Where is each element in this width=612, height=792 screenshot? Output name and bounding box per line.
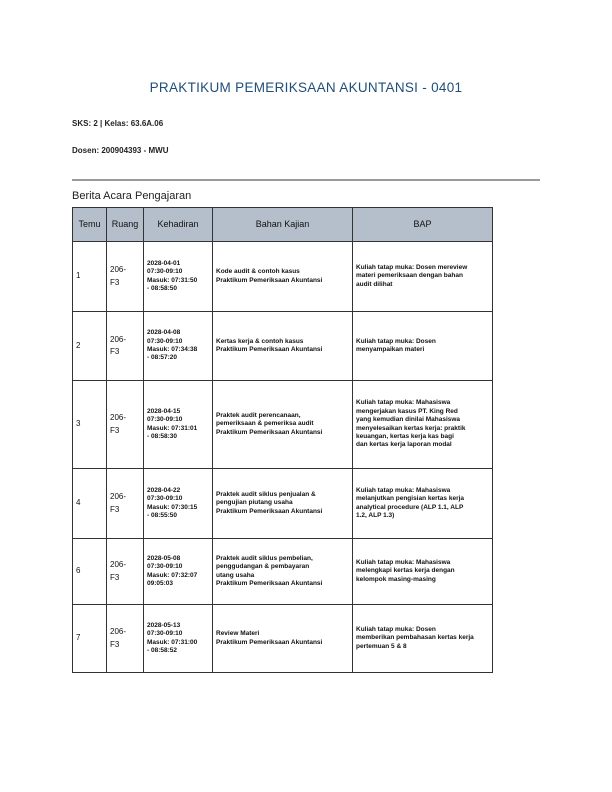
cell-kehadiran-line: 2028-04-08 — [147, 329, 181, 337]
table-row — [73, 242, 493, 312]
teaching-record-table — [72, 207, 493, 673]
cell-kehadiran-line: 07:30-09:10 — [147, 630, 183, 638]
cell-ruang-line: 206- — [110, 265, 127, 275]
cell-ruang — [107, 539, 144, 605]
cell-kehadiran-line: - 08:58:52 — [147, 646, 177, 654]
cell-kehadiran-line: 2028-04-22 — [147, 486, 181, 494]
cell-bahan-kajian-line: Praktikum Pemeriksaan Akuntansi — [216, 638, 323, 646]
cell-kehadiran-line: 09:05:03 — [147, 579, 174, 587]
table-row — [73, 539, 493, 605]
cell-ruang-line: 206- — [110, 627, 127, 637]
cell-bahan-kajian — [213, 242, 353, 312]
cell-bap-line: memberikan pembahasan kertas kerja — [356, 634, 474, 642]
cell-kehadiran-line: - 08:57:20 — [147, 354, 177, 362]
cell-bap-line: yang kemudian dinilai Mahasiswa — [356, 416, 461, 424]
cell-bahan-kajian-line: Praktek audit siklus pembelian, — [216, 554, 313, 562]
cell-bahan-kajian-line: pengujian piutang usaha — [216, 499, 293, 507]
cell-bap-line: kelompok masing-masing — [356, 575, 436, 583]
cell-kehadiran — [144, 469, 213, 539]
table-row — [73, 381, 493, 469]
cell-ruang-line: F3 — [110, 277, 120, 287]
cell-kehadiran-line: 07:30-09:10 — [147, 495, 183, 503]
cell-kehadiran-line: Masuk: 07:32:07 — [147, 571, 198, 579]
cell-kehadiran — [144, 605, 213, 673]
table-row — [73, 605, 493, 673]
cell-bap — [353, 605, 493, 673]
cell-temu: 7 — [73, 605, 107, 673]
cell-kehadiran-line: 07:30-09:10 — [147, 563, 183, 571]
cell-kehadiran-line: - 08:58:30 — [147, 432, 177, 440]
cell-ruang-line: 206- — [110, 560, 127, 570]
table-row — [73, 469, 493, 539]
cell-bahan-kajian-line: Praktikum Pemeriksaan Akuntansi — [216, 507, 323, 515]
cell-bap — [353, 242, 493, 312]
cell-kehadiran-line: 2028-05-13 — [147, 621, 181, 629]
cell-ruang-line: F3 — [110, 347, 120, 356]
cell-bahan-kajian-line: Kertas kerja & contoh kasus — [216, 337, 304, 345]
cell-bap-line: materi pemeriksaan dengan bahan — [356, 272, 463, 280]
cell-bap-line: menyampaikan materi — [356, 346, 425, 353]
sks-class-info: SKS: 2 | Kelas: 63.6A.06 — [72, 119, 164, 128]
cell-bahan-kajian-line: Kode audit & contoh kasus — [216, 268, 300, 276]
cell-bap-line: 1.2, ALP 1.3) — [356, 511, 395, 519]
cell-kehadiran-line: 2028-04-15 — [147, 407, 181, 415]
page-title: PRAKTIKUM PEMERIKSAAN AKUNTANSI - 0401 — [149, 80, 463, 95]
cell-temu: 3 — [73, 381, 107, 469]
section-divider — [72, 179, 540, 181]
cell-bap-line: Kuliah tatap muka: Dosen — [356, 625, 436, 633]
cell-kehadiran-line: Masuk: 07:34:38 — [147, 346, 198, 353]
cell-bap-line: menyelesaikan kertas kerja: praktik — [356, 424, 466, 432]
header-temu: Temu — [73, 208, 107, 242]
cell-bahan-kajian — [213, 312, 353, 381]
cell-ruang — [107, 312, 144, 381]
cell-ruang-line: 206- — [110, 492, 127, 502]
cell-bap-line: Kuliah tatap muka: Mahasiswa — [356, 399, 451, 407]
cell-kehadiran-line: Masuk: 07:31:01 — [147, 424, 198, 432]
cell-kehadiran-line: - 08:58:50 — [147, 284, 177, 292]
header-bahan-kajian: Bahan Kajian — [213, 208, 353, 242]
cell-bap-line: pertemuan 5 & 8 — [356, 642, 407, 650]
cell-bap-line: mengerjakan kasus PT. King Red — [356, 407, 458, 415]
cell-kehadiran-line: 2028-04-01 — [147, 259, 181, 267]
table-header-row — [73, 208, 493, 242]
cell-bap — [353, 312, 493, 381]
cell-ruang-line: F3 — [110, 425, 120, 435]
cell-bap-line: Kuliah tatap muka: Dosen mereview — [356, 263, 468, 271]
cell-bahan-kajian-line: Praktikum Pemeriksaan Akuntansi — [216, 428, 323, 436]
header-bap: BAP — [353, 208, 493, 242]
cell-kehadiran-line: 07:30-09:10 — [147, 416, 183, 424]
cell-kehadiran-line: Masuk: 07:31:50 — [147, 276, 198, 284]
lecturer-info: Dosen: 200904393 - MWU — [72, 146, 169, 155]
cell-bap-line: audit dilihat — [356, 280, 393, 288]
table-row — [73, 312, 493, 381]
cell-temu: 2 — [73, 312, 107, 381]
cell-bahan-kajian — [213, 469, 353, 539]
cell-bahan-kajian-line: Praktikum Pemeriksaan Akuntansi — [216, 346, 323, 353]
cell-bahan-kajian-line: utang usaha — [216, 571, 255, 579]
cell-kehadiran — [144, 312, 213, 381]
cell-ruang-line: 206- — [110, 334, 127, 344]
cell-bahan-kajian — [213, 539, 353, 605]
cell-kehadiran — [144, 539, 213, 605]
header-ruang: Ruang — [107, 208, 144, 242]
cell-kehadiran-line: 07:30-09:10 — [147, 337, 183, 345]
section-title: Berita Acara Pengajaran — [72, 190, 192, 202]
cell-bahan-kajian-line: Praktek audit perencanaan, — [216, 411, 301, 419]
cell-bahan-kajian — [213, 605, 353, 673]
cell-bap-line: keuangan, kertas kerja kas bagi — [356, 432, 454, 440]
cell-bahan-kajian-line: Praktikum Pemeriksaan Akuntansi — [216, 579, 323, 587]
cell-bap-line: Kuliah tatap muka: Dosen — [356, 337, 436, 345]
cell-ruang-line: F3 — [110, 639, 120, 649]
cell-bap — [353, 381, 493, 469]
cell-ruang-line: 206- — [110, 413, 127, 423]
cell-bahan-kajian-line: Praktikum Pemeriksaan Akuntansi — [216, 276, 323, 284]
cell-bap-line: melanjutkan pengisian kertas kerja — [356, 495, 465, 503]
cell-ruang-line: F3 — [110, 504, 120, 514]
cell-bap-line: analytical procedure (ALP 1.1, ALP — [356, 503, 464, 511]
cell-bahan-kajian-line: pemeriksaan & pemeriksa audit — [216, 420, 314, 428]
cell-temu: 6 — [73, 539, 107, 605]
cell-kehadiran-line: 07:30-09:10 — [147, 268, 183, 276]
cell-bahan-kajian-line: penggudangan & pembayaran — [216, 563, 310, 571]
cell-ruang — [107, 242, 144, 312]
cell-bahan-kajian — [213, 381, 353, 469]
table-body — [73, 242, 493, 673]
cell-ruang — [107, 605, 144, 673]
cell-kehadiran — [144, 242, 213, 312]
cell-bap — [353, 539, 493, 605]
cell-bap-line: dan kertas kerja laporan modal — [356, 441, 452, 449]
cell-kehadiran — [144, 381, 213, 469]
cell-ruang — [107, 469, 144, 539]
cell-bap-line: Kuliah tatap muka: Mahasiswa — [356, 558, 451, 566]
header-kehadiran: Kehadiran — [144, 208, 213, 242]
cell-bahan-kajian-line: Review Materi — [216, 630, 260, 638]
cell-temu: 4 — [73, 469, 107, 539]
cell-kehadiran-line: 2028-05-08 — [147, 554, 181, 562]
cell-kehadiran-line: - 08:55:50 — [147, 511, 177, 519]
cell-bap-line: melengkapi kertas kerja dengan — [356, 567, 455, 575]
cell-kehadiran-line: Masuk: 07:30:15 — [147, 503, 198, 511]
cell-bap — [353, 469, 493, 539]
cell-bahan-kajian-line: Praktek audit siklus penjualan & — [216, 490, 316, 498]
cell-bap-line: Kuliah tatap muka: Mahasiswa — [356, 486, 451, 494]
cell-kehadiran-line: Masuk: 07:31:00 — [147, 638, 198, 646]
cell-ruang-line: F3 — [110, 572, 120, 582]
cell-temu: 1 — [73, 242, 107, 312]
cell-ruang — [107, 381, 144, 469]
